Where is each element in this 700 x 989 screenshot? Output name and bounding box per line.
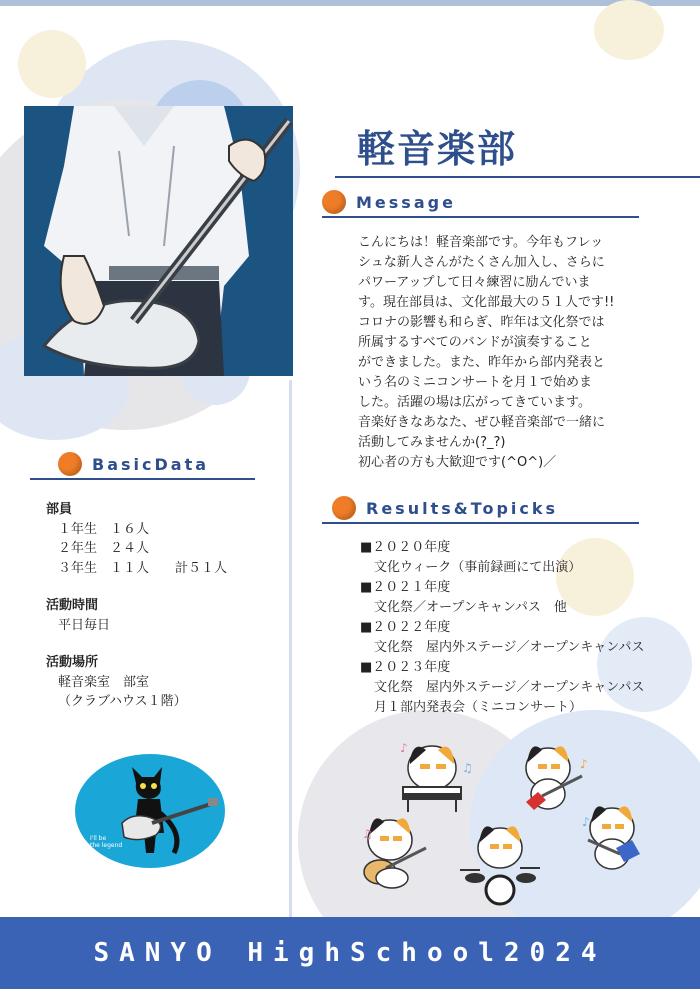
message-line: ができました。また、昨年から部内発表と — [358, 355, 606, 370]
message-line: こんにちは！軽音楽部です。今年もフレッ — [358, 235, 604, 250]
svg-text:♪: ♪ — [580, 757, 588, 771]
results-heading-underline — [322, 522, 639, 524]
message-line: した。活躍の場は広がってきています。 — [358, 395, 591, 410]
message-heading-label: Message — [356, 192, 456, 212]
members-row: １年生 １６人 — [58, 521, 150, 537]
badge-caption — [90, 835, 122, 849]
svg-text:♫: ♫ — [462, 761, 473, 775]
basicdata-heading — [58, 452, 209, 476]
message-line: コロナの影響も和らぎ、昨年は文化祭では — [358, 315, 605, 330]
decor-circle-cream-right — [594, 0, 664, 60]
svg-text:♫: ♫ — [362, 827, 373, 841]
svg-text:♪: ♪ — [400, 741, 408, 755]
time-label: 活動時間 — [46, 598, 99, 613]
column-divider — [289, 380, 292, 920]
red-guitar-cat-icon — [526, 746, 582, 810]
page-title: 軽音楽部 — [357, 127, 518, 171]
top-accent-bar — [0, 0, 700, 6]
results-year: ■２０２１年度 — [360, 580, 451, 595]
place-group — [46, 653, 227, 712]
message-heading-underline — [322, 216, 639, 218]
results-heading-label: Results&Topicks — [366, 498, 559, 518]
blue-guitar-cat-icon — [588, 806, 640, 869]
results-detail: 文化祭 屋内外ステージ／オープンキャンパス — [374, 640, 645, 655]
basicdata-heading-label: BasicData — [92, 454, 210, 474]
cat-band-illustration — [350, 730, 650, 910]
orange-bullet-icon — [58, 452, 82, 476]
svg-text:♪: ♪ — [582, 815, 590, 829]
title-underline — [335, 176, 700, 178]
guitarist-photo — [24, 106, 293, 376]
badge-caption-line: I'll be — [90, 835, 107, 842]
message-heading — [322, 190, 456, 214]
results-detail: 月１部内発表会（ミニコンサート） — [374, 700, 583, 715]
badge-caption-line: the legend — [90, 842, 123, 849]
members-label: 部員 — [46, 502, 73, 517]
orange-bullet-icon — [332, 496, 356, 520]
cat-guitar-badge — [74, 753, 226, 869]
results-detail: 文化ウィーク（事前録画にて出演） — [374, 560, 582, 575]
members-row: ３年生 １１人 計５１人 — [58, 560, 228, 576]
place-note: （クラブハウス１階） — [58, 694, 187, 709]
message-line: す。現在部員は、文化部最大の５１人です!! — [358, 295, 615, 310]
place-label: 活動場所 — [46, 655, 99, 670]
message-line: いう名のミニコンサートを月１で始めま — [358, 375, 593, 390]
decor-circle-cream-left — [18, 30, 86, 98]
members-row: ２年生 ２４人 — [58, 541, 150, 556]
orange-bullet-icon — [322, 190, 346, 214]
message-line: 所属するすべてのバンドが演奏すること — [358, 335, 592, 350]
footer-banner — [0, 917, 700, 989]
results-detail: 文化祭／オープンキャンパス 他 — [374, 600, 567, 615]
acoustic-guitar-cat-icon — [364, 818, 426, 888]
time-group — [46, 596, 227, 635]
results-year: ■２０２２年度 — [360, 620, 451, 635]
place-value: 軽音楽室 部室 — [58, 674, 150, 690]
drummer-cat-icon — [460, 826, 540, 904]
results-body — [360, 538, 644, 718]
message-line: シュな新人さんがたくさん加入し、さらに — [358, 255, 605, 270]
message-body — [358, 233, 618, 473]
results-heading — [332, 496, 558, 520]
members-group — [46, 500, 227, 578]
message-line: 初心者の方も大歓迎です(^O^)／ — [358, 455, 557, 470]
keyboard-cat-icon — [402, 746, 462, 812]
message-line: 音楽好きなあなた、ぜひ軽音楽部で一緒に — [358, 415, 606, 430]
results-year: ■２０２３年度 — [360, 660, 451, 675]
basicdata-heading-underline — [30, 478, 255, 480]
results-year: ■２０２０年度 — [360, 540, 451, 555]
time-value: 平日毎日 — [58, 617, 111, 633]
footer-text: SANYO HighSchool2024 — [93, 938, 607, 968]
basicdata-body — [46, 500, 227, 730]
message-line: 活動してみませんか(?_?) — [358, 435, 506, 450]
message-line: パワーアップして日々練習に励んでいま — [358, 275, 591, 290]
results-detail: 文化祭 屋内外ステージ／オープンキャンパス — [374, 680, 645, 695]
